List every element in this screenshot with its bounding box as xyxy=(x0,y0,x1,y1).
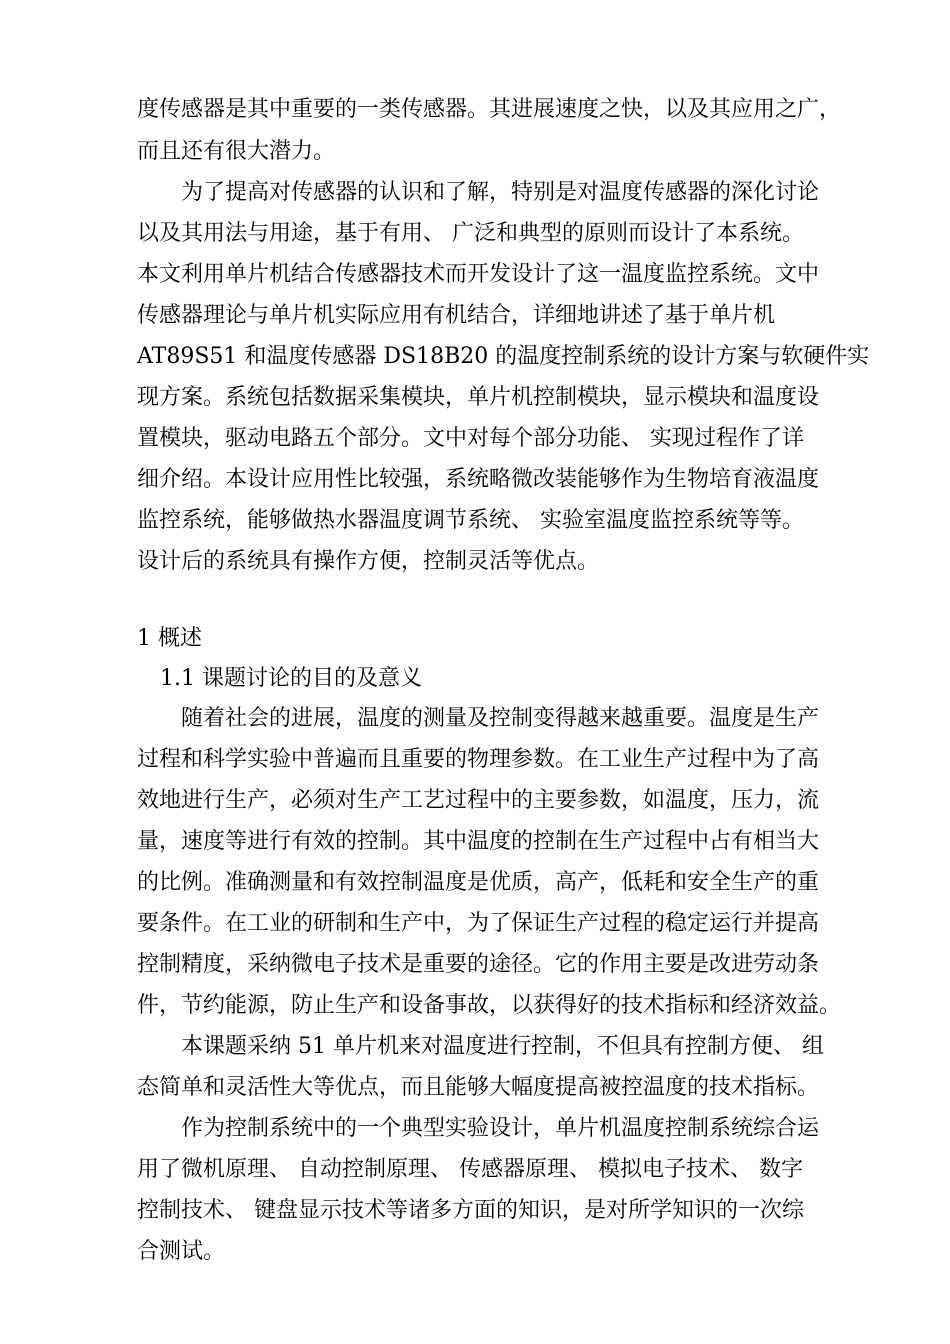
text-line: 效地进行生产，必须对生产工艺过程中的主要参数，如温度，压力，流 xyxy=(137,788,820,813)
section-heading: 1 概述 xyxy=(137,626,202,651)
text-line: 为了提高对传感器的认识和了解，特别是对温度传感器的深化讨论 xyxy=(181,180,820,205)
text-line: 本文利用单片机结合传感器技术而开发设计了这一温度监控系统。文中 xyxy=(137,262,820,287)
text-line: 传感器理论与单片机实际应用有机结合，详细地讲述了基于单片机 xyxy=(137,303,776,328)
text-line: 的比例。准确测量和有效控制温度是优质，高产，低耗和安全生产的重 xyxy=(137,870,820,895)
text-line: 过程和科学实验中普遍而且重要的物理参数。在工业生产过程中为了高 xyxy=(137,747,820,772)
text-line: 合测试。 xyxy=(137,1239,226,1264)
text-line: 随着社会的进展，温度的测量及控制变得越来越重要。温度是生产 xyxy=(181,706,820,731)
text-line: 用了微机原理、 自动控制原理、 传感器原理、 模拟电子技术、 数字 xyxy=(137,1157,803,1182)
text-line: 以及其用法与用途，基于有用、 广泛和典型的原则而设计了本系统。 xyxy=(137,221,804,246)
text-line: 置模块，驱动电路五个部分。文中对每个部分功能、 实现过程作了详 xyxy=(137,426,804,451)
text-line: 态简单和灵活性大等优点，而且能够大幅度提高被控温度的技术指标。 xyxy=(137,1075,820,1100)
text-line: 控制技术、 键盘显示技术等诸多方面的知识，是对所学知识的一次综 xyxy=(137,1198,804,1223)
text-line: 而且还有很大潜力。 xyxy=(137,139,336,164)
text-line: 细介绍。本设计应用性比较强，系统略微改装能够作为生物培育液温度 xyxy=(137,467,820,492)
text-line: 量，速度等进行有效的控制。其中温度的控制在生产过程中占有相当大 xyxy=(137,829,820,854)
text-line: 监控系统，能够做热水器温度调节系统、 实验室温度监控系统等等。 xyxy=(137,508,804,533)
text-line: 控制精度，采纳微电子技术是重要的途径。它的作用主要是改进劳动条 xyxy=(137,952,820,977)
text-line: 设计后的系统具有操作方便，控制灵活等优点。 xyxy=(137,549,600,574)
text-line: 要条件。在工业的研制和生产中，为了保证生产过程的稳定运行并提高 xyxy=(137,911,820,936)
text-line: 现方案。系统包括数据采集模块，单片机控制模块，显示模块和温度设 xyxy=(137,385,820,410)
text-line: 件，节约能源，防止生产和设备事故，以获得好的技术指标和经济效益。 xyxy=(137,993,842,1018)
text-line: AT89S51 和温度传感器 DS18B20 的温度控制系统的设计方案与软硬件实 xyxy=(137,344,870,369)
subsection-heading: 1.1 课题讨论的目的及意义 xyxy=(160,666,422,691)
text-line: 作为控制系统中的一个典型实验设计，单片机温度控制系统综合运 xyxy=(181,1116,820,1141)
text-line: 本课题采纳 51 单片机来对温度进行控制，不但具有控制方便、 组 xyxy=(181,1034,824,1059)
text-line: 度传感器是其中重要的一类传感器。其进展速度之快，以及其应用之广， xyxy=(137,97,842,122)
